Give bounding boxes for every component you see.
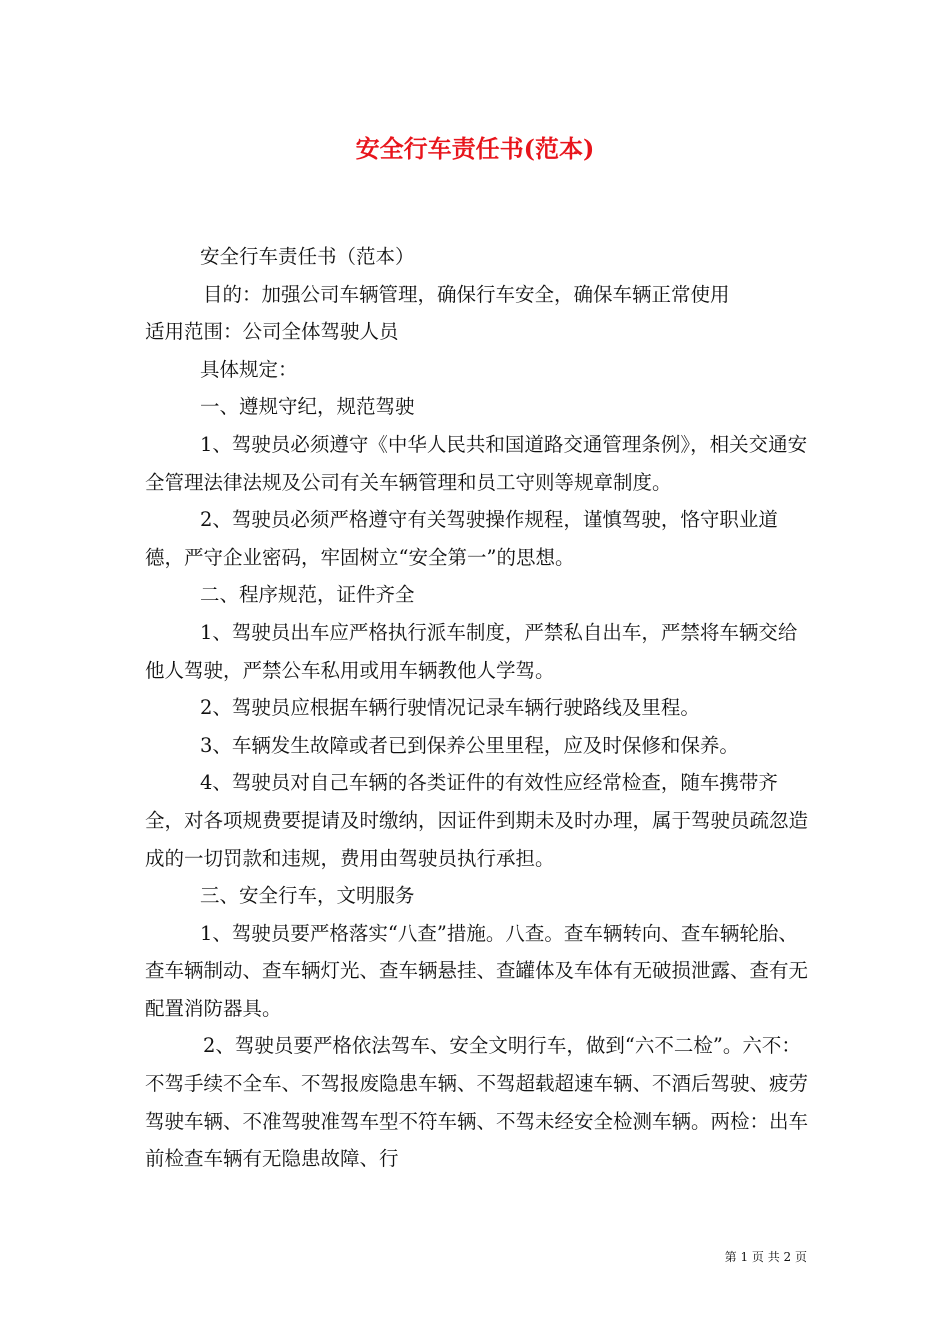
document-body <box>145 238 810 1178</box>
section-heading-2: 二、程序规范，证件齐全 <box>200 583 415 607</box>
document-title: 安全行车责任书(范本) <box>355 134 595 163</box>
paragraph-2-3: 3、车辆发生故障或者已到保养公里里程，应及时保修和保养。 <box>200 733 739 757</box>
section-heading-1: 一、遵规守纪，规范驾驶 <box>200 395 415 419</box>
paragraph-2-4: 4、驾驶员对自己车辆的各类证件的有效性应经常检查，随车携带齐全，对各项规费要提请及时缴纳，因证件到期未及时办理，属于驾驶员疏忽造成的一切罚款和违规，费用由驾驶员执行承担。 <box>145 771 809 870</box>
paragraph-3-1: 1、驾驶员要严格落实“八查”措施。八查。查车辆转向、查车辆轮胎、查车辆制动、查车辆灯光、查车辆悬挂、查罐体及车体有无破损泄露、查有无配置消防器具。 <box>145 921 809 1020</box>
paragraph-2-1: 1、驾驶员出车应严格执行派车制度，严禁私自出车，严禁将车辆交给他人驾驶，严禁公车私用或用车辆教他人学驾。 <box>145 620 798 682</box>
paragraph-1-1: 1、驾驶员必须遵守《中华人民共和国道路交通管理条例》，相关交通安全管理法律法规及公司有关车辆管理和员工守则等规章制度。 <box>145 432 808 494</box>
paragraph-scope: 适用范围：公司全体驾驶人员 <box>145 320 399 344</box>
paragraph-3-2: 2、驾驶员要严格依法驾车、安全文明行车，做到“六不二检”。六不：不驾手续不全车、不驾报废隐患车辆、不驾超载超速车辆、不酒后驾驶、疲劳驾驶车辆、不准驾驶准驾车型不符车辆、不驾未经安全检测车辆。两检：出车前检查车辆有无隐患故障、行 <box>145 1034 809 1171</box>
paragraph-subtitle: 安全行车责任书（范本） <box>200 245 415 268</box>
page-number: 第 1 页 共 2 页 <box>724 1250 807 1264</box>
section-heading-3: 三、安全行车，文明服务 <box>200 884 415 908</box>
paragraph-1-2: 2、驾驶员必须严格遵守有关驾驶操作规程，谨慎驾驶，恪守职业道德，严守企业密码，牢固树立“安全第一”的思想。 <box>145 508 778 569</box>
paragraph-purpose: 目的：加强公司车辆管理，确保行车安全，确保车辆正常使用 <box>203 282 730 306</box>
paragraph-rules-heading: 具体规定： <box>200 357 298 381</box>
paragraph-2-2: 2、驾驶员应根据车辆行驶情况记录车辆行驶路线及里程。 <box>200 696 700 720</box>
